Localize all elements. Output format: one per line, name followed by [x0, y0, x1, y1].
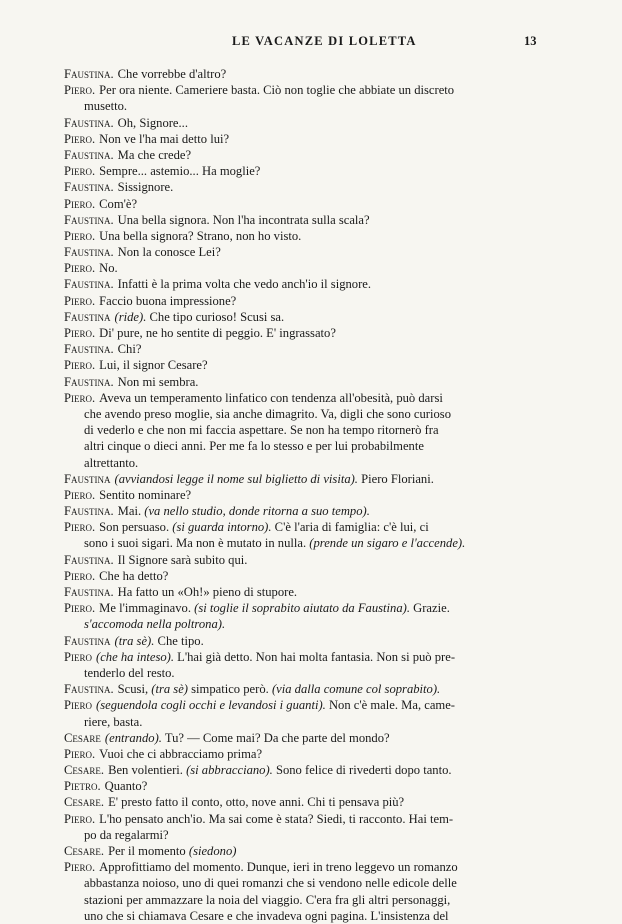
dialogue-text: Che tipo.	[154, 633, 204, 648]
speaker-name: Piero.	[64, 520, 96, 535]
dialogue-continuation	[64, 616, 562, 632]
dialogue-continuation	[64, 422, 562, 438]
speaker-name: Faustina	[64, 309, 111, 324]
dialogue-continuation	[64, 908, 562, 924]
dialogue-text: altri cinque o dieci anni. Per me fa lo stesso e per lui probabilmente	[84, 439, 424, 454]
dialogue-text: Me l'immaginavo.	[99, 601, 195, 616]
dialogue-line	[64, 487, 562, 503]
stage-direction: (si toglie il soprabito aiutato da Faustina).	[194, 601, 410, 616]
dialogue-text: Per ora niente. Cameriere basta. Ciò non toglie che abbiate un discreto	[99, 83, 455, 98]
dialogue-text: Grazie.	[409, 601, 450, 616]
speaker-name: Faustina.	[64, 374, 114, 389]
dialogue-line	[64, 811, 562, 827]
speaker-name: Faustina.	[64, 277, 114, 292]
script-body	[64, 66, 562, 924]
dialogue-text: abbastanza noioso, uno di quei romanzi che si vendono nelle edicole delle	[84, 876, 457, 891]
dialogue-text: Vuoi che ci abbracciamo prima?	[99, 746, 263, 761]
dialogue-line	[64, 131, 562, 147]
running-title: LE VACANZE DI LOLETTA	[232, 34, 417, 48]
dialogue-text: Infatti è la prima volta che vedo anch'io il signore.	[117, 277, 372, 292]
dialogue-line	[64, 762, 562, 778]
dialogue-continuation	[64, 98, 562, 114]
dialogue-text: Che vorrebbe d'altro?	[117, 67, 227, 81]
dialogue-text: Di' pure, ne ho sentite di peggio. E' ingrassato?	[99, 326, 336, 340]
speaker-name: Piero.	[64, 261, 96, 276]
speaker-name: Piero.	[64, 326, 96, 340]
dialogue-line	[64, 568, 562, 584]
dialogue-text: Non mi sembra.	[117, 374, 199, 389]
speaker-name: Faustina.	[64, 504, 114, 519]
speaker-name: Faustina.	[64, 682, 114, 697]
dialogue-text: musetto.	[84, 99, 128, 114]
speaker-name: Piero	[64, 698, 93, 713]
dialogue-text: Sono felice di rivederti dopo tanto.	[272, 763, 452, 778]
dialogue-line	[64, 519, 562, 535]
dialogue-line	[64, 374, 562, 390]
dialogue-line	[64, 843, 562, 859]
dialogue-line	[64, 66, 562, 82]
dialogue-line	[64, 163, 562, 179]
dialogue-line	[64, 633, 562, 649]
dialogue-line	[64, 600, 562, 616]
stage-direction: (via dalla comune col soprabito).	[271, 682, 441, 697]
dialogue-line	[64, 697, 562, 713]
speaker-name: Faustina.	[64, 585, 114, 599]
dialogue-line	[64, 859, 562, 875]
dialogue-text: E' presto fatto il conto, otto, nove anni. Chi ti pensava più?	[108, 795, 405, 810]
speaker-name: Piero.	[64, 358, 96, 373]
dialogue-text: Il Signore sarà subito qui.	[117, 552, 248, 567]
dialogue-line	[64, 260, 562, 276]
dialogue-text: Scusi,	[117, 682, 152, 697]
dialogue-line	[64, 746, 562, 762]
dialogue-text: Lui, il signor Cesare?	[99, 358, 208, 373]
dialogue-text: Che tipo curioso! Scusi sa.	[146, 309, 285, 324]
dialogue-line	[64, 552, 562, 568]
dialogue-text: L'ho pensato anch'io. Ma sai come è stata? Siedi, ti racconto. Hai tem-	[99, 811, 454, 826]
dialogue-continuation	[64, 438, 562, 454]
speaker-name: Faustina.	[64, 245, 114, 260]
dialogue-continuation	[64, 455, 562, 471]
speaker-name: Piero.	[64, 860, 96, 875]
dialogue-text: Per il momento	[108, 844, 189, 858]
dialogue-continuation	[64, 827, 562, 843]
speaker-name: Piero.	[64, 390, 96, 405]
stage-direction: (che ha inteso).	[96, 649, 175, 664]
dialogue-text: Sempre... astemio... Ha moglie?	[99, 164, 261, 179]
dialogue-text: Che ha detto?	[99, 568, 169, 583]
stage-direction: (tra sè).	[114, 633, 155, 648]
speaker-name: Piero.	[64, 164, 96, 179]
dialogue-line	[64, 147, 562, 163]
dialogue-text: No.	[99, 261, 118, 276]
stage-direction: (va nello studio, donde ritorna a suo tempo).	[144, 504, 370, 519]
speaker-name: Piero.	[64, 293, 96, 308]
dialogue-text: stazioni per ammazzare la noia del viaggio. C'era fra gli altri personaggi,	[84, 892, 451, 907]
dialogue-line	[64, 341, 562, 357]
stage-direction: (seguendola cogli occhi e levandosi i guanti).	[96, 698, 326, 713]
dialogue-line	[64, 778, 562, 794]
dialogue-text: Ben volentieri.	[108, 763, 187, 778]
dialogue-line	[64, 649, 562, 665]
dialogue-text: Piero Floriani.	[357, 471, 434, 486]
dialogue-line	[64, 730, 562, 746]
dialogue-text: Sissignore.	[117, 180, 174, 195]
dialogue-text: po da regalarmi?	[84, 827, 169, 842]
dialogue-text: Aveva un temperamento linfatico con tendenza all'obesità, può darsi	[99, 390, 443, 405]
dialogue-text: Ma che crede?	[117, 147, 192, 162]
speaker-name: Faustina.	[64, 67, 114, 81]
speaker-name: Piero.	[64, 601, 96, 616]
dialogue-continuation	[64, 535, 562, 551]
speaker-name: Cesare	[64, 730, 101, 745]
speaker-name: Faustina.	[64, 552, 114, 567]
dialogue-line	[64, 794, 562, 810]
dialogue-text: di vederlo e che non mi faccia aspettare. Se non ha tempo ritornerò fra	[84, 423, 439, 438]
stage-direction: (entrando).	[104, 730, 162, 745]
dialogue-text: riere, basta.	[84, 714, 143, 729]
stage-direction: (ride).	[114, 309, 147, 324]
stage-direction: s'accomoda nella poltrona).	[84, 617, 226, 632]
speaker-name: Faustina.	[64, 180, 114, 195]
speaker-name: Cesare.	[64, 795, 105, 810]
dialogue-line	[64, 390, 562, 406]
speaker-name: Piero.	[64, 568, 96, 583]
speaker-name: Faustina.	[64, 115, 114, 130]
dialogue-text: Una bella signora. Non l'ha incontrata sulla scala?	[117, 212, 370, 227]
speaker-name: Piero.	[64, 228, 96, 243]
speaker-name: Faustina.	[64, 212, 114, 227]
stage-direction: (avviandosi legge il nome sul biglietto di visita).	[114, 471, 358, 486]
dialogue-text: Sentito nominare?	[99, 487, 192, 502]
dialogue-text: Son persuaso.	[99, 520, 173, 535]
page-header	[0, 34, 622, 54]
dialogue-text: Faccio buona impressione?	[99, 293, 237, 308]
dialogue-text: che avendo preso moglie, sia anche dimagrito. Va, digli che sono curioso	[84, 406, 451, 421]
speaker-name: Piero.	[64, 746, 96, 761]
dialogue-line	[64, 681, 562, 697]
speaker-name: Faustina	[64, 471, 111, 486]
speaker-name: Piero.	[64, 811, 96, 826]
dialogue-text: Non c'è male. Ma, came-	[325, 698, 455, 713]
dialogue-text: Tu? — Come mai? Da che parte del mondo?	[161, 730, 390, 745]
dialogue-line	[64, 503, 562, 519]
dialogue-line	[64, 357, 562, 373]
speaker-name: Piero.	[64, 487, 96, 502]
dialogue-line	[64, 309, 562, 325]
dialogue-continuation	[64, 665, 562, 681]
dialogue-line	[64, 584, 562, 600]
dialogue-text: Approfittiamo del momento. Dunque, ieri in treno leggevo un romanzo	[99, 860, 458, 875]
stage-direction: (si guarda intorno).	[172, 520, 272, 535]
dialogue-line	[64, 325, 562, 341]
speaker-name: Faustina	[64, 633, 111, 648]
dialogue-line	[64, 212, 562, 228]
dialogue-text: C'è l'aria di famiglia: c'è lui, ci	[271, 520, 429, 535]
dialogue-text: Non la conosce Lei?	[117, 245, 221, 260]
dialogue-line	[64, 179, 562, 195]
dialogue-line	[64, 276, 562, 292]
dialogue-text: Quanto?	[104, 779, 148, 794]
dialogue-line	[64, 244, 562, 260]
dialogue-continuation	[64, 714, 562, 730]
dialogue-line	[64, 115, 562, 131]
dialogue-line	[64, 82, 562, 98]
dialogue-text: Chi?	[117, 342, 142, 357]
dialogue-text: Non ve l'ha mai detto lui?	[99, 131, 230, 146]
dialogue-continuation	[64, 875, 562, 891]
dialogue-line	[64, 471, 562, 487]
speaker-name: Piero.	[64, 83, 96, 98]
speaker-name: Pietro.	[64, 779, 101, 794]
dialogue-text: Mai.	[117, 504, 145, 519]
speaker-name: Piero.	[64, 131, 96, 146]
stage-direction: (tra sè)	[151, 682, 188, 697]
dialogue-text: Ha fatto un «Oh!» pieno di stupore.	[117, 585, 298, 599]
speaker-name: Cesare.	[64, 844, 105, 858]
dialogue-text: altrettanto.	[84, 455, 139, 470]
speaker-name: Piero	[64, 649, 93, 664]
dialogue-line	[64, 228, 562, 244]
stage-direction: (si abbracciano).	[186, 763, 273, 778]
speaker-name: Piero.	[64, 196, 96, 211]
dialogue-line	[64, 293, 562, 309]
dialogue-text: Una bella signora? Strano, non ho visto.	[99, 228, 302, 243]
dialogue-text: uno che si chiamava Cesare e che invadeva ogni pagina. L'insistenza del	[84, 908, 449, 923]
dialogue-text: tenderlo del resto.	[84, 665, 175, 680]
stage-direction: (prende un sigaro e l'accende).	[309, 536, 466, 551]
page-number: 13	[524, 34, 537, 48]
dialogue-line	[64, 196, 562, 212]
dialogue-continuation	[64, 406, 562, 422]
speaker-name: Faustina.	[64, 342, 114, 357]
dialogue-text: Com'è?	[99, 196, 138, 211]
stage-direction: (siedono)	[188, 844, 237, 858]
dialogue-text: simpatico però.	[187, 682, 272, 697]
dialogue-text: L'hai già detto. Non hai molta fantasia. Non si può pre-	[174, 649, 456, 664]
dialogue-text: sono i suoi sigari. Ma non è mutato in nulla.	[84, 536, 310, 551]
dialogue-text: Oh, Signore...	[117, 115, 188, 130]
speaker-name: Cesare.	[64, 763, 105, 778]
speaker-name: Faustina.	[64, 147, 114, 162]
